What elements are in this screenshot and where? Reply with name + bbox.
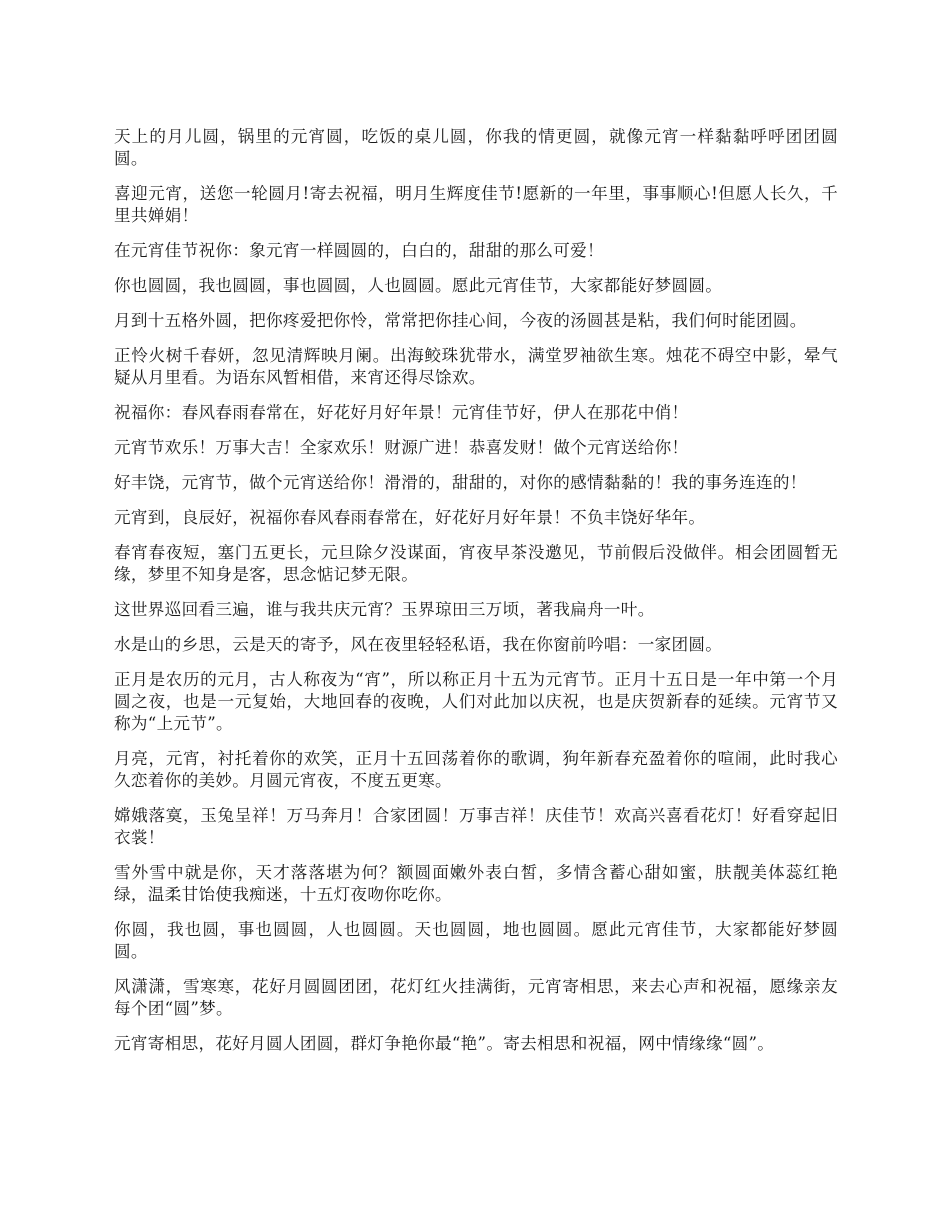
paragraph: 元宵节欢乐！万事大吉！全家欢乐！财源广进！恭喜发财！做个元宵送给你！ — [114, 438, 689, 457]
paragraph: 月亮，元宵，衬托着你的欢笑，正月十五回荡着你的歌调，狗年新春充盈着你的喧闹，此时我心久恋着你的美妙。月圆元宵夜，不度五更寒。 — [114, 749, 838, 790]
paragraph: 天上的月儿圆，锅里的元宵圆，吃饭的桌儿圆，你我的情更圆，就像元宵一样黏黏呼呼团团圆圆。 — [114, 127, 838, 168]
paragraph: 你也圆圆，我也圆圆，事也圆圆，人也圆圆。愿此元宵佳节，大家都能好梦圆圆。 — [114, 276, 723, 295]
paragraph: 祝福你：春风春雨春常在，好花好月好年景！元宵佳节好，伊人在那花中俏！ — [114, 403, 689, 422]
paragraph: 元宵寄相思，花好月圆人团圆，群灯争艳你最“艳”。寄去相思和祝福，网中情缘缘“圆”。 — [114, 1034, 775, 1053]
paragraph: 月到十五格外圆，把你疼爱把你怜，常常把你挂心间，今夜的汤圆甚是粘，我们何时能团圆。 — [114, 311, 807, 330]
paragraph: 这世界巡回看三遍，谁与我共庆元宵？玉界琼田三万顷，著我扁舟一叶。 — [114, 600, 655, 619]
paragraph: 元宵到，良辰好，祝福你春风春雨春常在，好花好月好年景！不负丰饶好华年。 — [114, 508, 706, 527]
paragraph: 你圆，我也圆，事也圆圆，人也圆圆。天也圆圆，地也圆圆。愿此元宵佳节，大家都能好梦圆圆。 — [114, 920, 838, 961]
paragraph: 正怜火树千春妍，忽见清辉映月阑。出海鲛珠犹带水，满堂罗袖欲生寒。烛花不碍空中影，晕气疑从月里看。为语东风暂相借，来宵还得尽馀欢。 — [114, 346, 838, 387]
paragraph: 春宵春夜短，塞门五更长，元旦除夕没谋面，宵夜早茶没邀见，节前假后没做伴。相会团圆暂无缘，梦里不知身是客，思念惦记梦无限。 — [114, 543, 838, 584]
paragraph: 在元宵佳节祝你：象元宵一样圆圆的，白白的，甜甜的那么可爱！ — [114, 241, 604, 260]
paragraph: 水是山的乡思，云是天的寄予，风在夜里轻轻私语，我在你窗前吟唱：一家团圆。 — [114, 635, 723, 654]
paragraph: 正月是农历的元月，古人称夜为“宵”，所以称正月十五为元宵节。正月十五日是一年中第一个月圆之夜，也是一元复始，大地回春的夜晚，人们对此加以庆祝，也是庆贺新春的延续。元宵节又称为“上元节”。 — [114, 670, 838, 733]
document-body — [114, 126, 838, 1068]
paragraph: 风潇潇，雪寒寒，花好月圆圆团团，花灯红火挂满街，元宵寄相思，来去心声和祝福，愿缘亲友每个团“圆”梦。 — [114, 977, 838, 1018]
paragraph: 喜迎元宵，送您一轮圆月!寄去祝福，明月生辉度佳节!愿新的一年里，事事顺心!但愿人长久，千里共婵娟！ — [114, 184, 838, 225]
paragraph: 嫦娥落寞，玉兔呈祥！万马奔月！合家团圆！万事吉祥！庆佳节！欢高兴喜看花灯！好看穿起旧衣裳！ — [114, 806, 838, 847]
paragraph: 好丰饶，元宵节，做个元宵送给你！滑滑的，甜甜的，对你的感情黏黏的！我的事务连连的！ — [114, 473, 807, 492]
paragraph: 雪外雪中就是你，天才落落堪为何？额圆面嫩外表白皙，多情含蓄心甜如蜜，肤靓美体蕊红艳绿，温柔甘饴使我痴迷，十五灯夜吻你吃你。 — [114, 863, 838, 904]
